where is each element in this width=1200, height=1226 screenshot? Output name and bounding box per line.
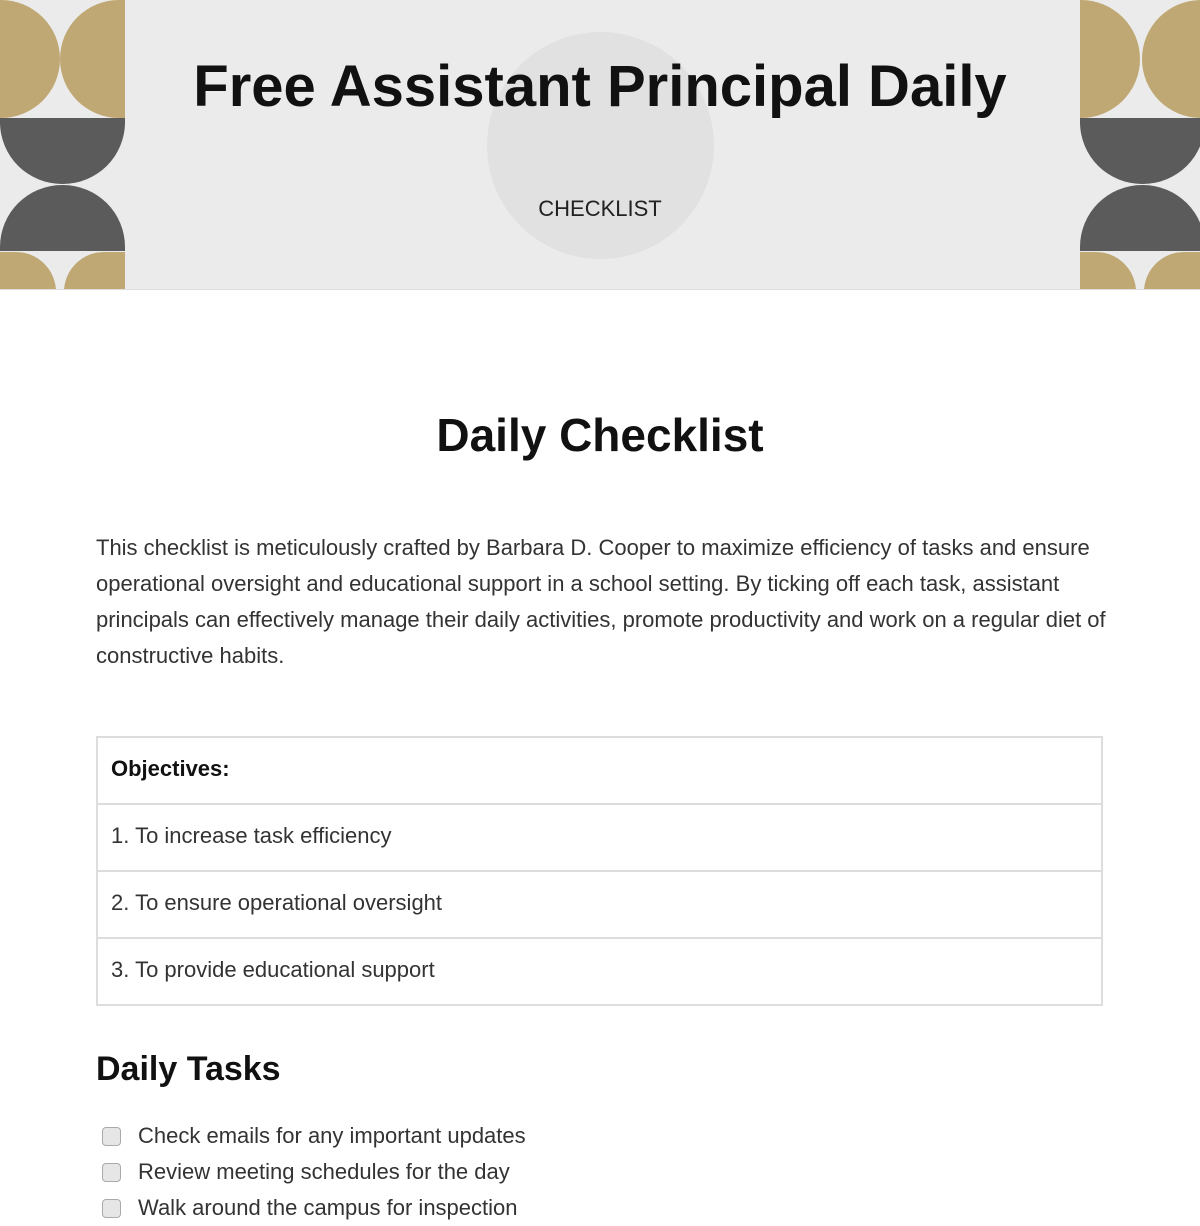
geometric-decoration-right: [1080, 0, 1200, 290]
document-subtitle: CHECKLIST: [538, 196, 662, 221]
list-item: [102, 1190, 526, 1226]
task-checkbox[interactable]: [102, 1127, 121, 1146]
table-row: 3. To provide educational support: [98, 937, 1101, 1004]
task-checkbox[interactable]: [102, 1163, 121, 1182]
tasks-heading: Daily Tasks: [96, 1050, 281, 1088]
document-title: Free Assistant Principal Daily: [193, 54, 1007, 119]
intro-paragraph: This checklist is meticulously crafted by Barbara D. Cooper to maximize efficiency of tasks and ensure operational oversight and educational support in a school setting. By ticking off each task, assistant principals can effectively manage their daily activities, promote productivity and work on a regular diet of constructive habits.: [96, 535, 1106, 668]
task-label: Check emails for any important updates: [138, 1123, 526, 1148]
task-list: [102, 1118, 526, 1226]
table-row: 1. To increase task efficiency: [98, 803, 1101, 870]
table-row: 2. To ensure operational oversight: [98, 870, 1101, 937]
task-label: Review meeting schedules for the day: [138, 1159, 510, 1184]
objectives-header: Objectives:: [111, 756, 230, 781]
geometric-decoration-left: [0, 0, 125, 290]
task-label: Walk around the campus for inspection: [138, 1195, 518, 1220]
header-banner: [0, 0, 1200, 290]
task-checkbox[interactable]: [102, 1199, 121, 1218]
objectives-table: [96, 736, 1103, 1006]
section-heading: Daily Checklist: [436, 409, 764, 461]
list-item: [102, 1154, 526, 1190]
list-item: [102, 1118, 526, 1154]
